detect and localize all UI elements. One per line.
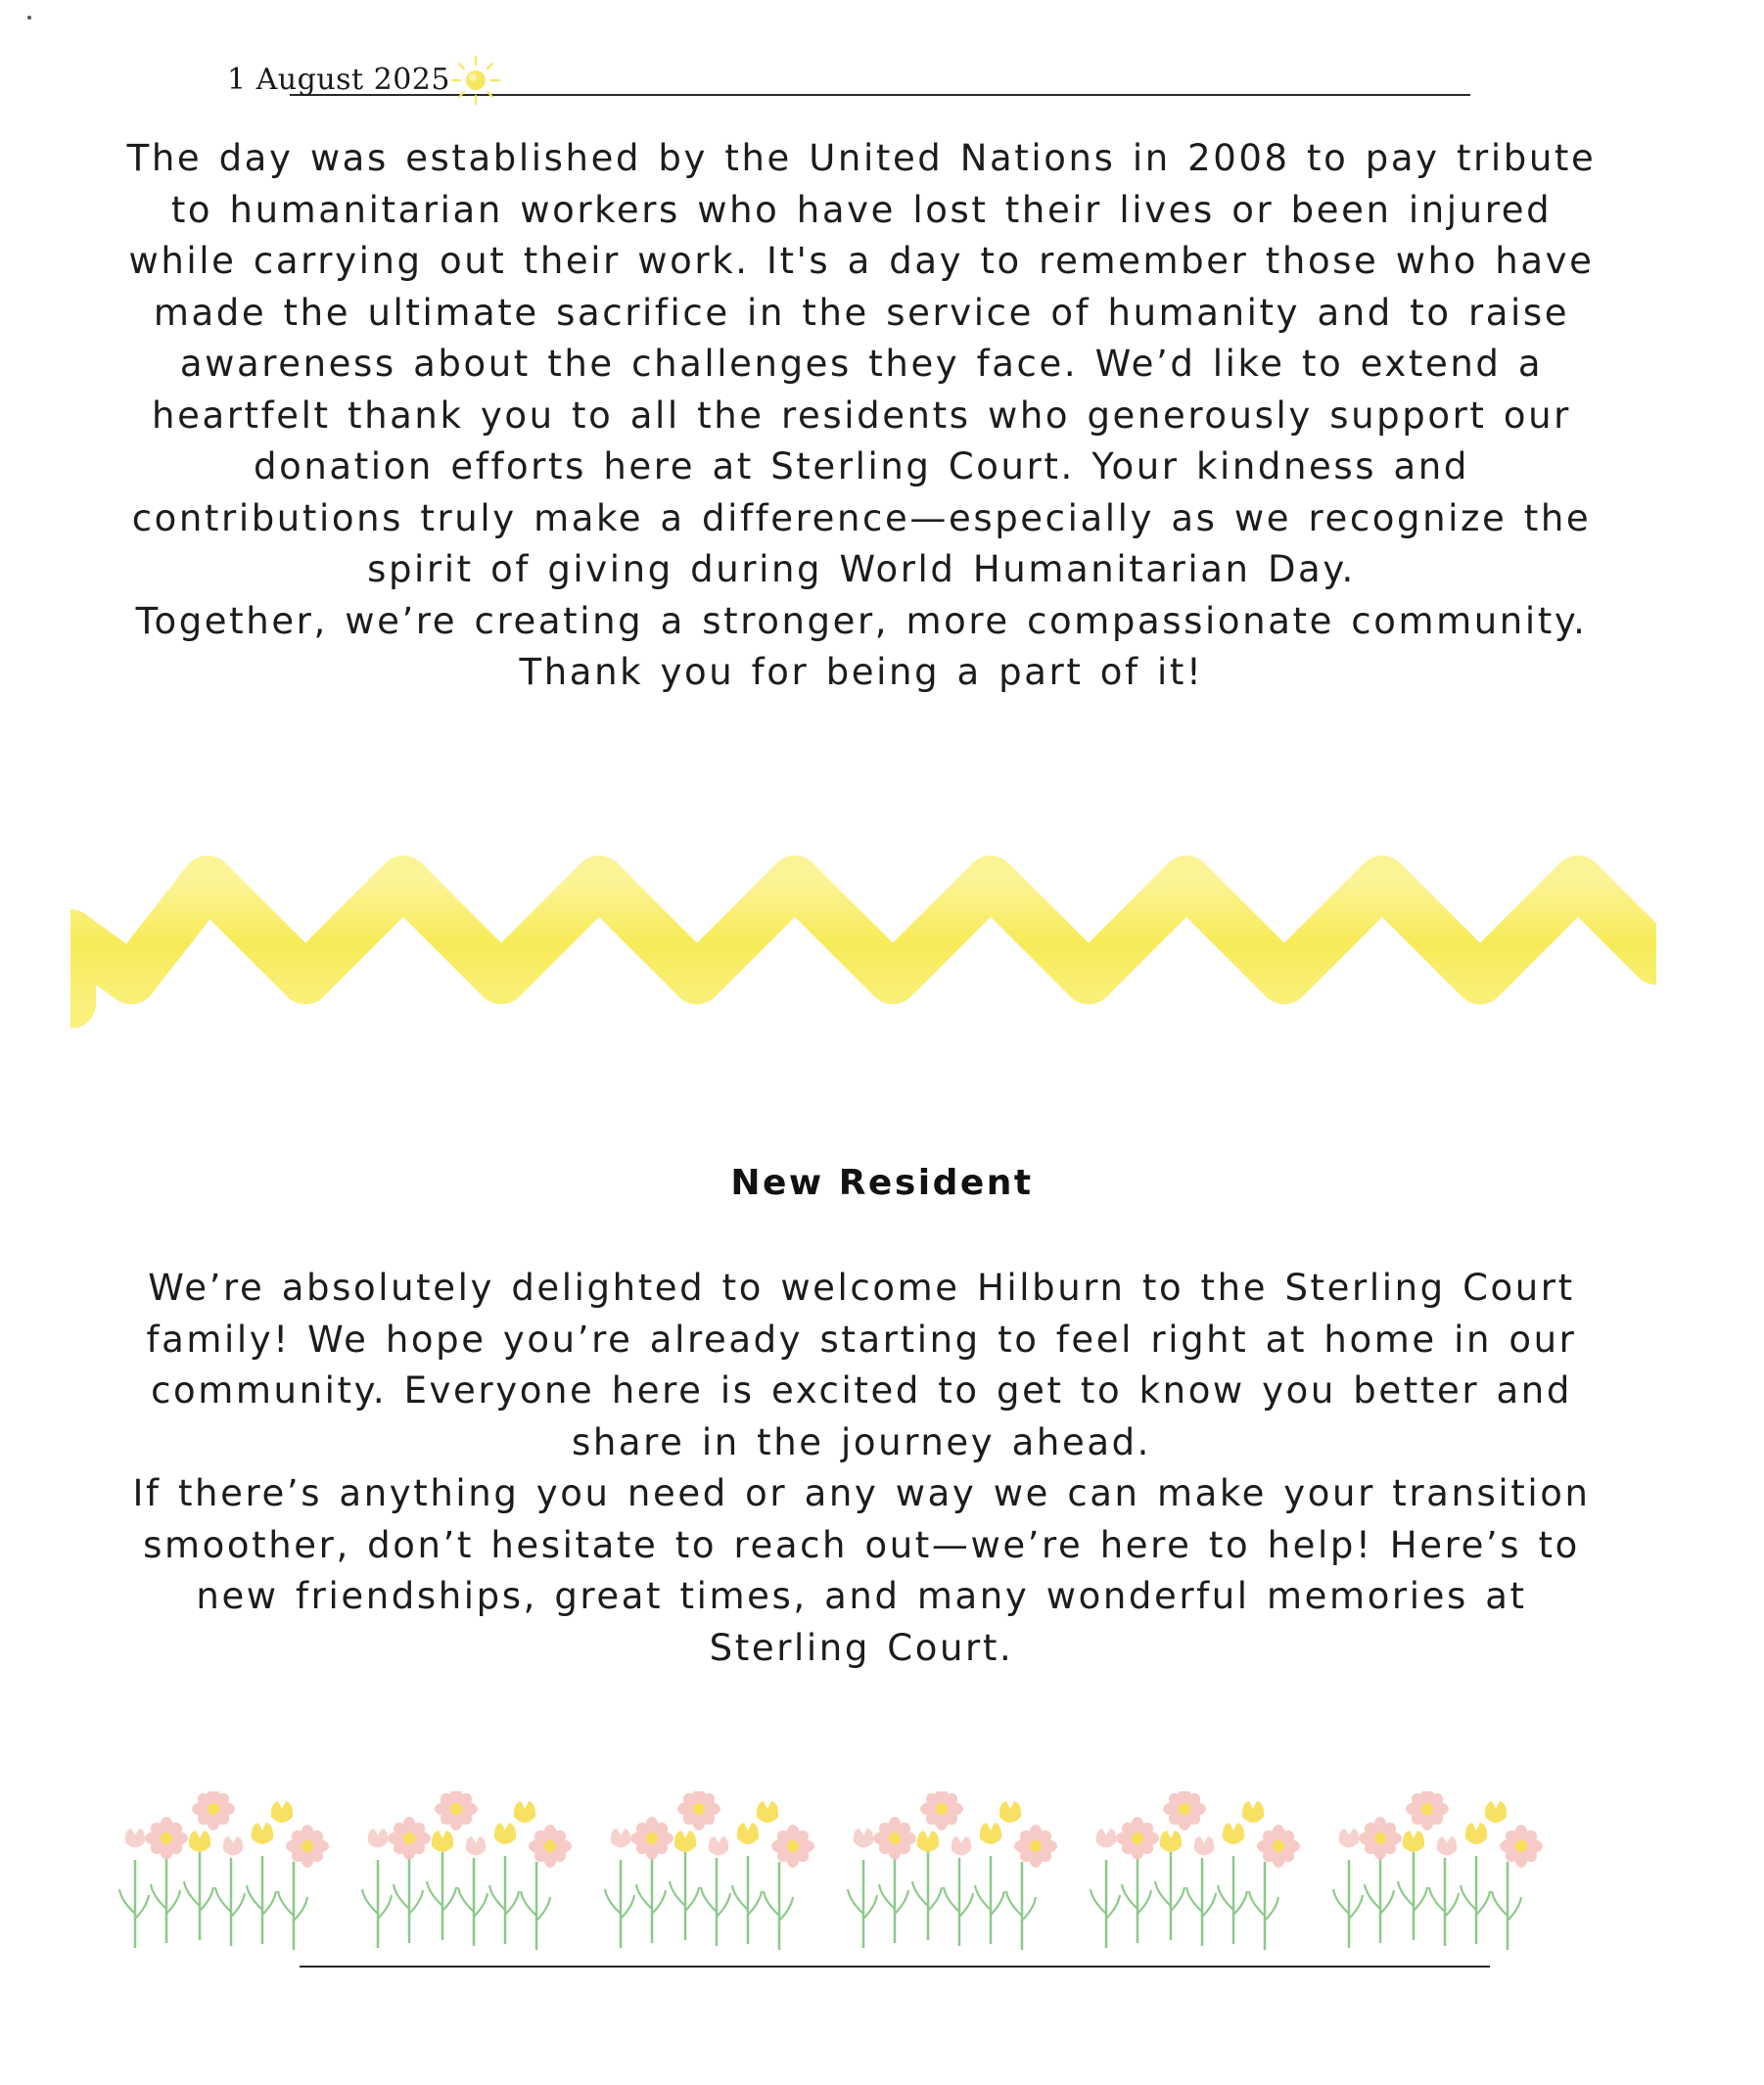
flower-border bbox=[116, 1791, 1594, 1977]
date-text: 1 August 2025 bbox=[227, 63, 450, 97]
sun-icon bbox=[448, 53, 503, 108]
paragraph-line: community. Everyone here is excited to get to know you better and bbox=[151, 1369, 1572, 1412]
paragraph-line: awareness about the challenges they face. We’d like to extend a bbox=[179, 343, 1544, 385]
paragraph-line: Thank you for being a part of it! bbox=[519, 651, 1204, 693]
paragraph-line: while carrying out their work. It's a day to remember those who have bbox=[128, 240, 1595, 282]
paragraph-line: If there’s anything you need or any way we can make your transition bbox=[132, 1472, 1591, 1514]
paragraph-line: Together, we’re creating a stronger, more compassionate community. bbox=[135, 599, 1588, 642]
paragraph-line: new friendships, great times, and many wonderful memories at bbox=[196, 1575, 1527, 1617]
paragraph-line: The day was established by the United Nations in 2008 to pay tribute bbox=[126, 137, 1597, 179]
new-resident-title: New Resident bbox=[730, 1163, 1034, 1203]
world-humanitarian-day-paragraph bbox=[108, 133, 1615, 699]
paragraph-line: smoother, don’t hesitate to reach out—we’re here to help! Here’s to bbox=[143, 1523, 1580, 1566]
paragraph-line: Sterling Court. bbox=[709, 1626, 1014, 1669]
paragraph-line: contributions truly make a difference—especially as we recognize the bbox=[131, 496, 1592, 539]
scan-speck bbox=[27, 16, 31, 20]
yellow-zigzag-border bbox=[70, 842, 1656, 1028]
paragraph-line: share in the journey ahead. bbox=[571, 1420, 1152, 1463]
paragraph-line: heartfelt thank you to all the residents who generously support our bbox=[152, 394, 1571, 437]
paragraph-line: spirit of giving during World Humanitarian Day. bbox=[367, 548, 1356, 590]
paragraph-line: to humanitarian workers who have lost their lives or been injured bbox=[170, 188, 1553, 231]
paragraph-line: family! We hope you’re already starting to feel right at home in our bbox=[146, 1318, 1577, 1361]
new-resident-paragraph bbox=[108, 1263, 1615, 1674]
date-header bbox=[227, 59, 1470, 108]
paragraph-line: made the ultimate sacrifice in the service of humanity and to raise bbox=[153, 291, 1570, 334]
bottom-rule bbox=[300, 1966, 1490, 1968]
paragraph-line: We’re absolutely delighted to welcome Hilburn to the Sterling Court bbox=[148, 1267, 1575, 1309]
paragraph-line: donation efforts here at Sterling Court. Your kindness and bbox=[254, 445, 1469, 487]
